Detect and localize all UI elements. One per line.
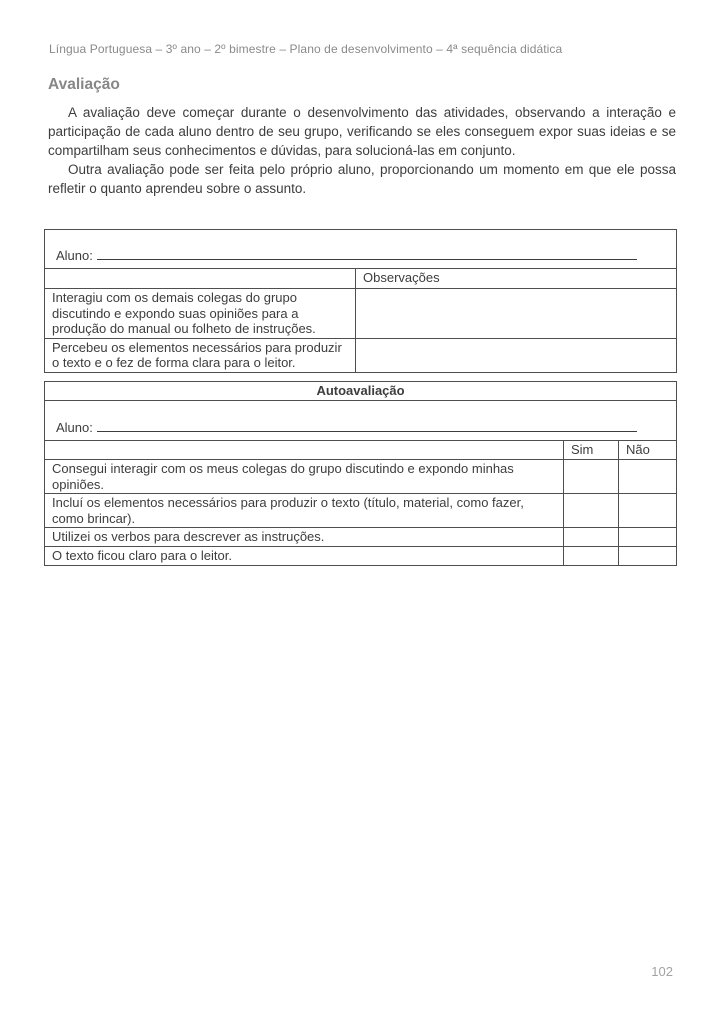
aluno-label: Aluno: <box>56 247 93 263</box>
observation-blank-cell[interactable] <box>356 289 677 339</box>
table-row <box>45 338 677 372</box>
aluno-row-cell <box>45 401 677 441</box>
nao-blank-cell[interactable] <box>619 460 677 494</box>
sim-blank-cell[interactable] <box>564 494 619 528</box>
body-text <box>48 103 676 198</box>
table-row <box>45 289 677 339</box>
table-row <box>45 401 677 441</box>
criterion-text: Utilizei os verbos para descrever as instruções. <box>45 528 564 547</box>
aluno-row-cell <box>45 230 677 269</box>
observations-header: Observações <box>356 269 677 289</box>
table-row <box>45 460 677 494</box>
sim-blank-cell[interactable] <box>564 547 619 566</box>
self-evaluation-title: Autoavaliação <box>45 382 677 401</box>
nao-blank-cell[interactable] <box>619 528 677 547</box>
table-row <box>45 441 677 460</box>
criteria-header-blank-cell <box>45 441 564 460</box>
observation-blank-cell[interactable] <box>356 338 677 372</box>
self-evaluation-table <box>44 381 677 566</box>
sim-blank-cell[interactable] <box>564 460 619 494</box>
criterion-text: O texto ficou claro para o leitor. <box>45 547 564 566</box>
table-row <box>45 547 677 566</box>
table-row <box>45 230 677 269</box>
sim-column-header: Sim <box>564 441 619 460</box>
sim-blank-cell[interactable] <box>564 528 619 547</box>
aluno-label: Aluno: <box>56 419 93 435</box>
table-row <box>45 528 677 547</box>
criterion-text: Consegui interagir com os meus colegas do grupo discutindo e expondo minhas opiniões. <box>45 460 564 494</box>
nao-blank-cell[interactable] <box>619 494 677 528</box>
criterion-text: Percebeu os elementos necessários para produzir o texto e o fez de forma clara para o leitor. <box>45 338 356 372</box>
table-row <box>45 382 677 401</box>
paragraph-1: A avaliação deve começar durante o desenvolvimento das atividades, observando a interação e participação de cada aluno dentro de seu grupo, verificando se eles conseguem expor suas ideias e se compartilham seus conhecimentos e dúvidas, para solucioná-las em conjunto. <box>48 105 676 158</box>
section-title: Avaliação <box>48 76 120 93</box>
page-number: 102 <box>651 964 673 979</box>
criterion-text: Incluí os elementos necessários para produzir o texto (título, material, como fazer, como brincar). <box>45 494 564 528</box>
running-header: Língua Portuguesa – 3º ano – 2º bimestre – Plano de desenvolvimento – 4ª sequência didática <box>49 42 563 56</box>
evaluation-table <box>44 229 677 373</box>
nao-column-header: Não <box>619 441 677 460</box>
aluno-fill-line[interactable] <box>97 429 637 432</box>
nao-blank-cell[interactable] <box>619 547 677 566</box>
aluno-fill-line[interactable] <box>97 257 637 260</box>
criteria-header-blank-cell <box>45 269 356 289</box>
criterion-text: Interagiu com os demais colegas do grupo discutindo e expondo suas opiniões para a produção do manual ou folheto de instruções. <box>45 289 356 339</box>
table-row <box>45 494 677 528</box>
table-row <box>45 269 677 289</box>
paragraph-2: Outra avaliação pode ser feita pelo próprio aluno, proporcionando um momento em que ele possa refletir o quanto aprendeu sobre o assunto. <box>48 162 676 196</box>
